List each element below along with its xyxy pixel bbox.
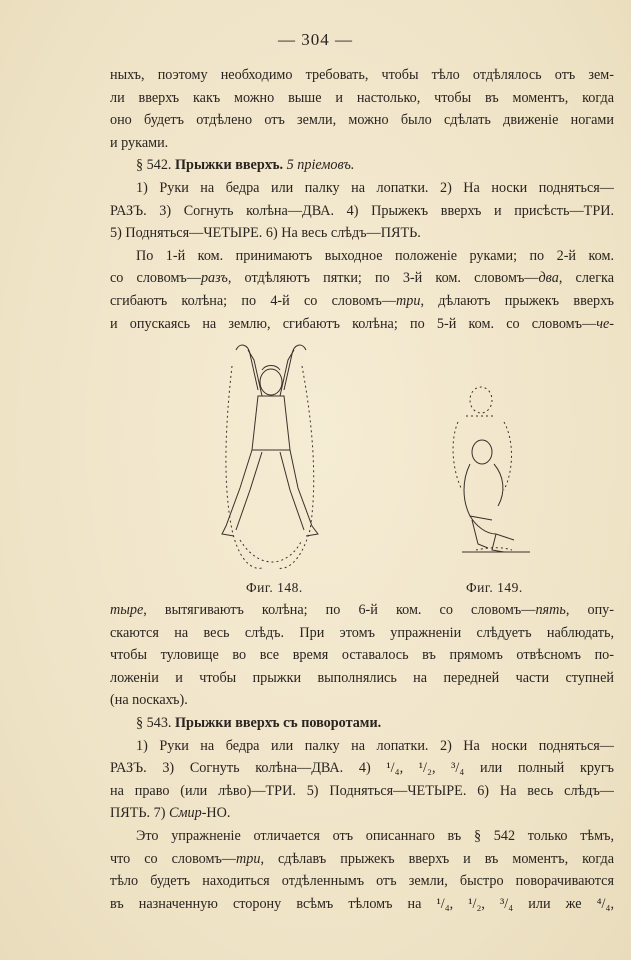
text-line: ли вверхъ какъ можно выше и настолько, чтобы въ моментъ, когда <box>110 89 614 106</box>
section-subtitle: 5 пріемовъ. <box>286 157 355 174</box>
text-line: и руками. <box>110 134 169 151</box>
section-542-heading <box>110 154 614 177</box>
figure-148-illustration <box>0 330 631 600</box>
text-line: со словомъ—разъ, отдѣляютъ пятки; по 3-й ком. словомъ—два, слегка <box>110 270 614 287</box>
figure-149-caption: Фиг. 149. <box>466 580 523 595</box>
text-line: и опускаясь на землю, сгибаютъ колѣна; по 5-й ком. со словомъ—че- <box>110 315 614 332</box>
section-543-heading <box>110 712 614 735</box>
text-line: ныхъ, поэтому необходимо требовать, чтобы тѣло отдѣлялось отъ зем- <box>110 67 614 83</box>
figure-148-caption: Фиг. 148. <box>246 580 303 595</box>
text-line: Это упражненіе отличается отъ описаннаго въ § 542 только тѣмъ, <box>136 827 614 844</box>
text-line: 1) Руки на бедра или палку на лопатки. 2) На носки подняться— <box>136 737 614 754</box>
page-number: — 304 — <box>278 30 353 49</box>
text-line: 5) Подняться—ЧЕТЫРЕ. 6) На весь слѣдъ—ПЯТЬ. <box>110 225 421 242</box>
text-line: тѣло будетъ находиться отдѣленнымъ отъ земли, быстро поворачиваются <box>110 873 614 890</box>
text-line: (на noскахъ). <box>110 692 188 709</box>
text-line: По 1-й ком. принимаютъ выходное положеніе руками; по 2-й ком. <box>136 247 614 264</box>
text-line: что со словомъ—три, сдѣлавъ прыжекъ вверхъ и въ моментъ, когда <box>110 850 614 867</box>
text-line: скаются на весь слѣдъ. При этомъ упражненіи слѣдуетъ наблюдать, <box>110 624 614 641</box>
text-line: сгибаютъ колѣна; по 4-й со словомъ—три, дѣлаютъ прыжекъ вверхъ <box>110 292 614 309</box>
text-line: 1) Руки на бедра или палку на лопатки. 2) На носки подняться— <box>136 179 614 196</box>
section-title: Прыжки вверхъ съ поворотами. <box>175 714 382 731</box>
text-line: тыре, вытягиваютъ колѣна; по 6-й ком. со словомъ—пять, опу- <box>110 602 614 618</box>
figures-area <box>0 330 631 600</box>
text-line: ложеніи и чтобы прыжки выполнялись на передней части ступней <box>110 669 614 686</box>
text-block-bottom <box>110 599 614 915</box>
section-title: Прыжки вверхъ. <box>175 157 284 174</box>
text-block-top <box>110 64 614 335</box>
text-line: РАЗЪ. 3) Согнуть колѣна—ДВА. 4) ¹/₄, ¹/₂, ³/₄ или полный кругъ <box>110 760 614 777</box>
text-line: ПЯТЬ. 7) Смир-НО. <box>110 805 231 822</box>
text-line: РАЗЪ. 3) Согнуть колѣна—ДВА. 4) Прыжекъ вверхъ и присѣсть—ТРИ. <box>110 202 614 219</box>
section-number: § 543. <box>136 714 172 731</box>
text-line: на право (или лѣво)—ТРИ. 5) Подняться—ЧЕТЫРЕ. 6) На весь слѣдъ— <box>110 782 614 799</box>
text-line: оно будетъ отдѣлено отъ земли, можно было сдѣлать движеніе ногами <box>110 112 614 129</box>
text-line: чтобы туловище во все время оставалось въ прямомъ отвѣсномъ по- <box>110 647 614 664</box>
text-line: въ назначенную сторону всѣмъ тѣломъ на ¹/₄, ¹/₂, ³/₄ или же ⁴/₄, <box>110 895 614 912</box>
section-number: § 542. <box>136 157 172 174</box>
